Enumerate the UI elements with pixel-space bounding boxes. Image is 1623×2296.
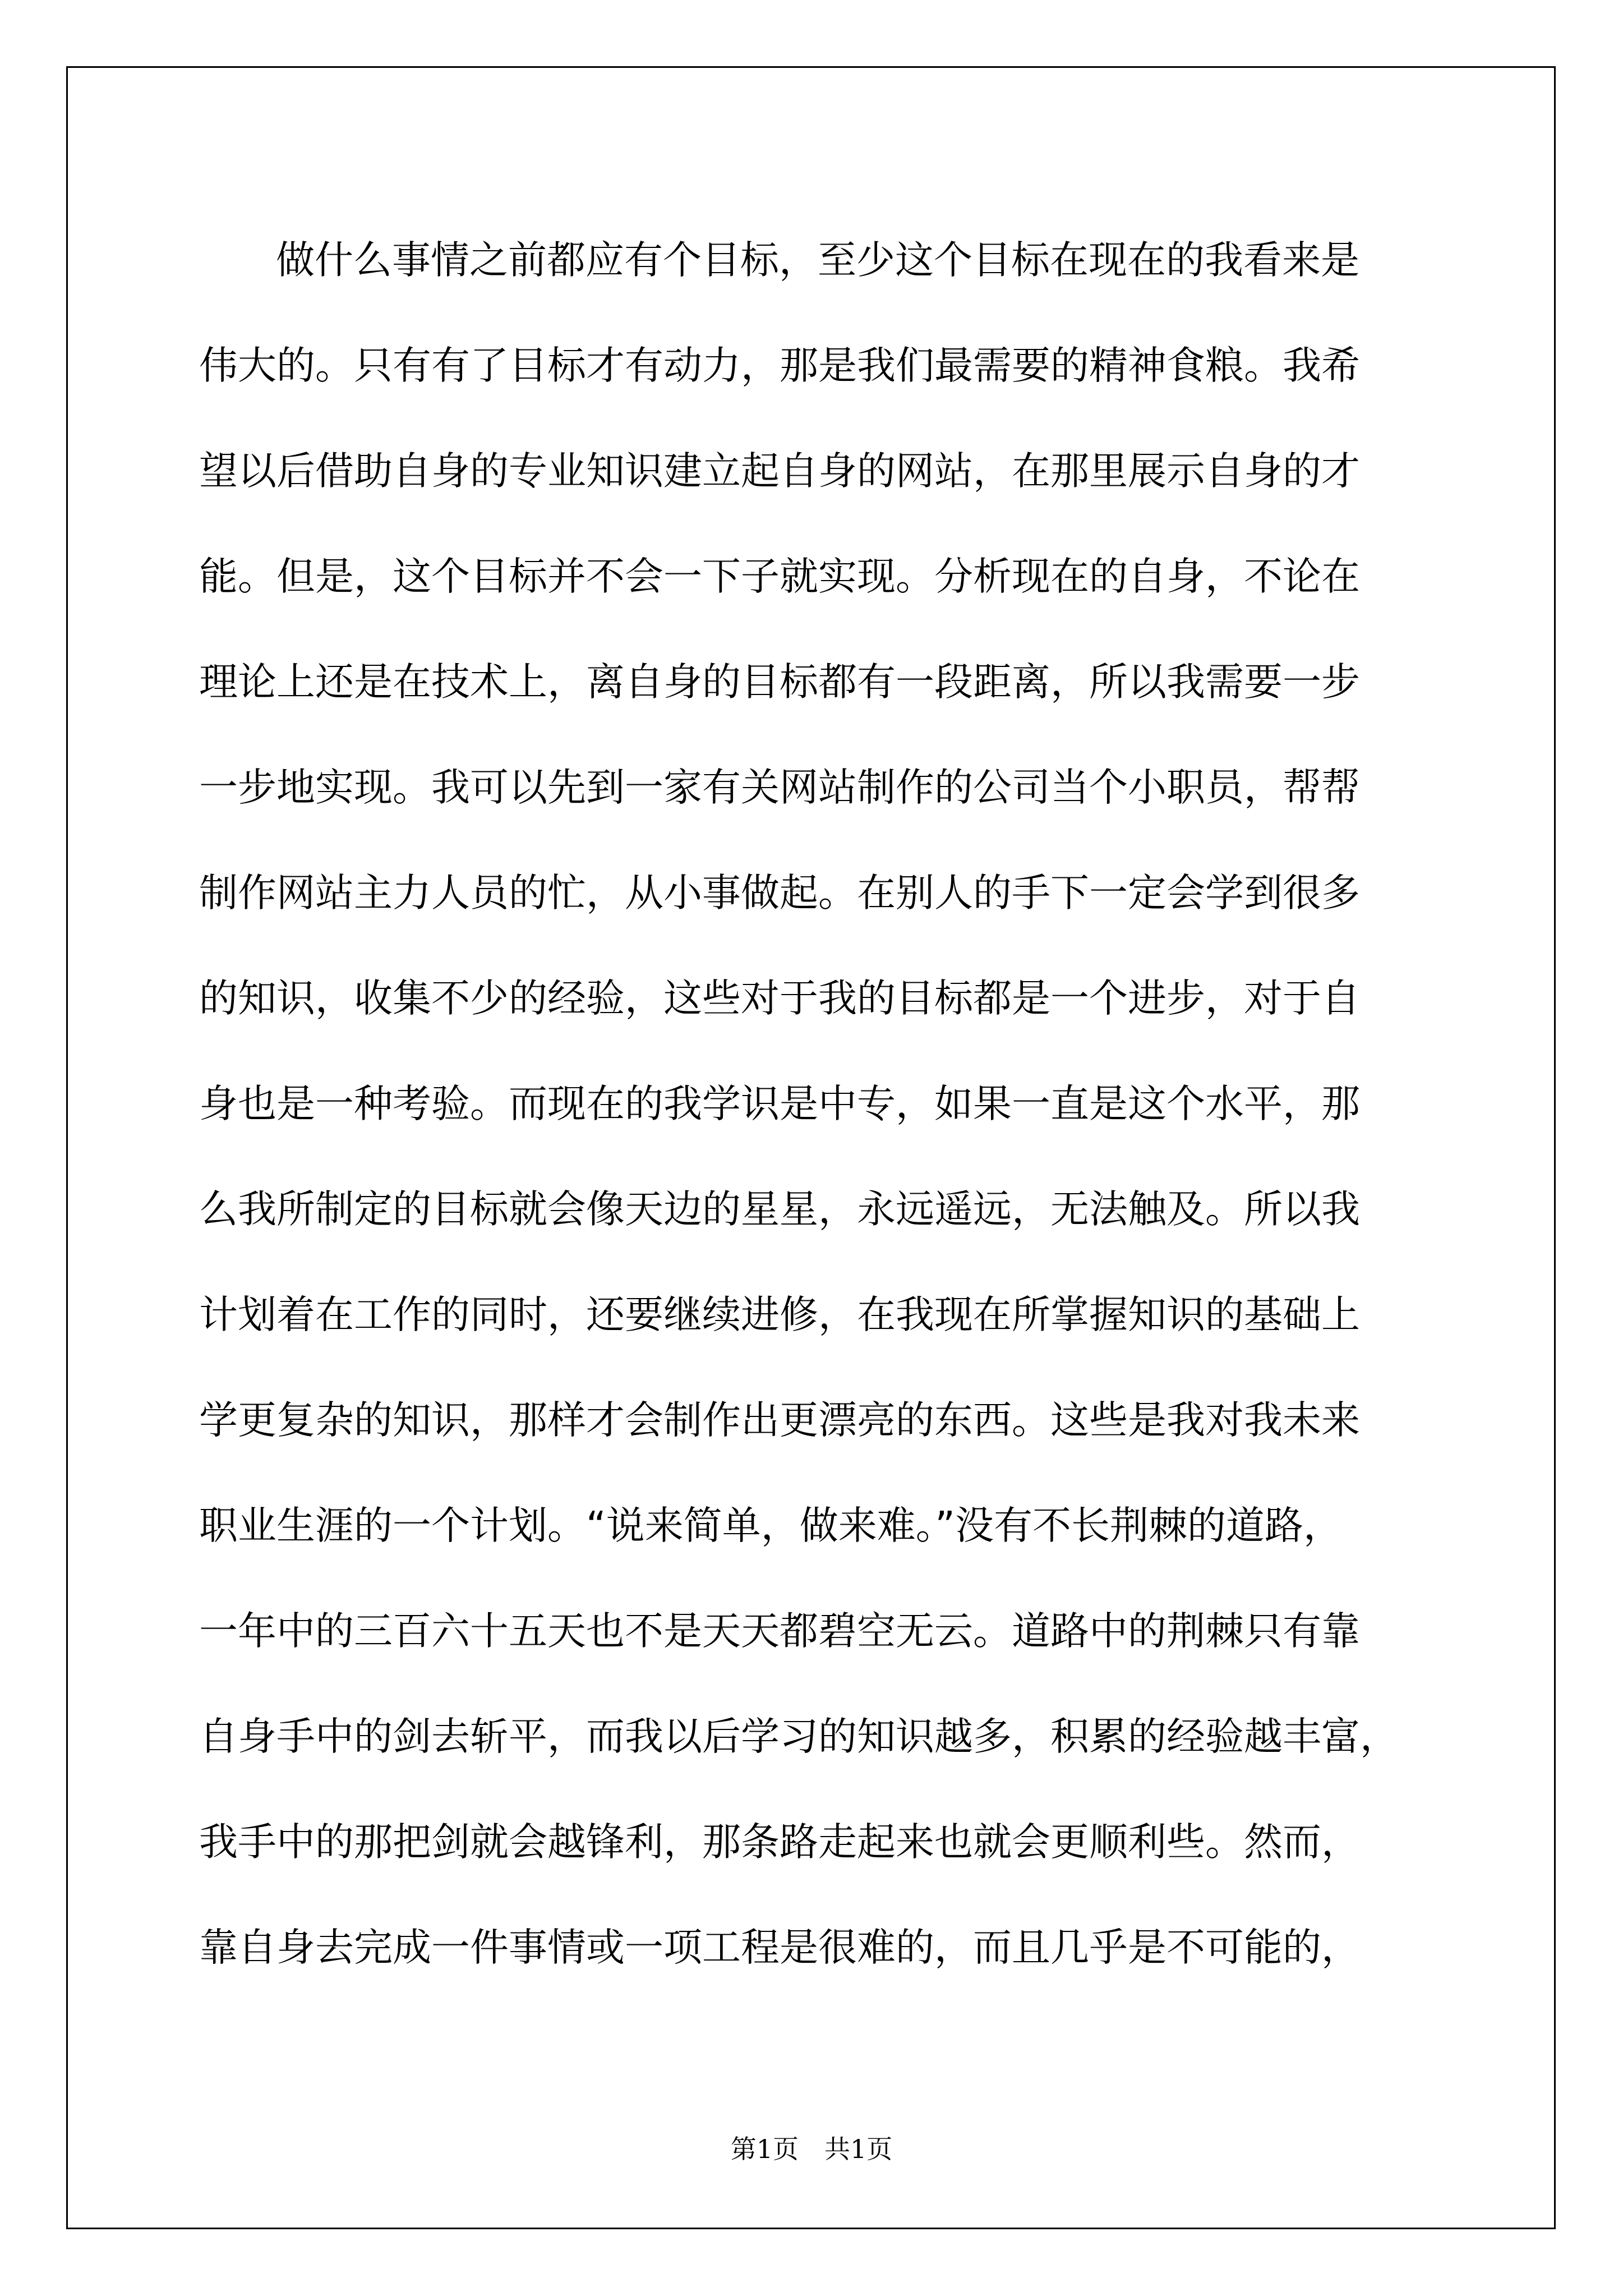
document-body (199, 208, 1433, 2000)
text-line: 一步地实现。我可以先到一家有关网站制作的公司当个小职员，帮帮 (199, 765, 1360, 810)
text-line: 自身手中的剑去斩平，而我以后学习的知识越多，积累的经验越丰富， (199, 1714, 1399, 1759)
text-line: 职业生涯的一个计划。“说来简单，做来难。”没有不长荆棘的道路， (199, 1503, 1342, 1548)
text-line: 靠自身去完成一件事情或一项工程是很难的，而且几乎是不可能的， (199, 1925, 1360, 1970)
text-line: 理论上还是在技术上，离自身的目标都有一段距离，所以我需要一步 (199, 660, 1360, 705)
text-line: 学更复杂的知识，那样才会制作出更漂亮的东西。这些是我对我未来 (199, 1398, 1360, 1443)
text-line: 么我所制定的目标就会像天边的星星，永远遥远，无法触及。所以我 (199, 1187, 1360, 1232)
text-line: 我手中的那把剑就会越锋利，那条路走起来也就会更顺利些。然而， (199, 1820, 1360, 1865)
text-line: 一年中的三百六十五天也不是天天都碧空无云。道路中的荆棘只有靠 (199, 1609, 1360, 1654)
text-line: 制作网站主力人员的忙，从小事做起。在别人的手下一定会学到很多 (199, 871, 1360, 915)
text-line: 能。但是，这个目标并不会一下子就实现。分析现在的自身，不论在 (199, 554, 1360, 599)
text-line: 的知识，收集不少的经验，这些对于我的目标都是一个进步，对于自 (199, 976, 1360, 1021)
page-number-footer: 第1页 共1页 (730, 2134, 893, 2164)
text-line: 身也是一种考验。而现在的我学识是中专，如果一直是这个水平，那 (199, 1082, 1360, 1126)
text-line: 伟大的。只有有了目标才有动力，那是我们最需要的精神食粮。我希 (199, 343, 1360, 388)
text-line: 做什么事情之前都应有个目标，至少这个目标在现在的我看来是 (276, 238, 1359, 283)
text-line: 计划着在工作的同时，还要继续进修，在我现在所掌握知识的基础上 (199, 1292, 1360, 1337)
text-line: 望以后借助自身的专业知识建立起自身的网站，在那里展示自身的才 (199, 449, 1360, 494)
